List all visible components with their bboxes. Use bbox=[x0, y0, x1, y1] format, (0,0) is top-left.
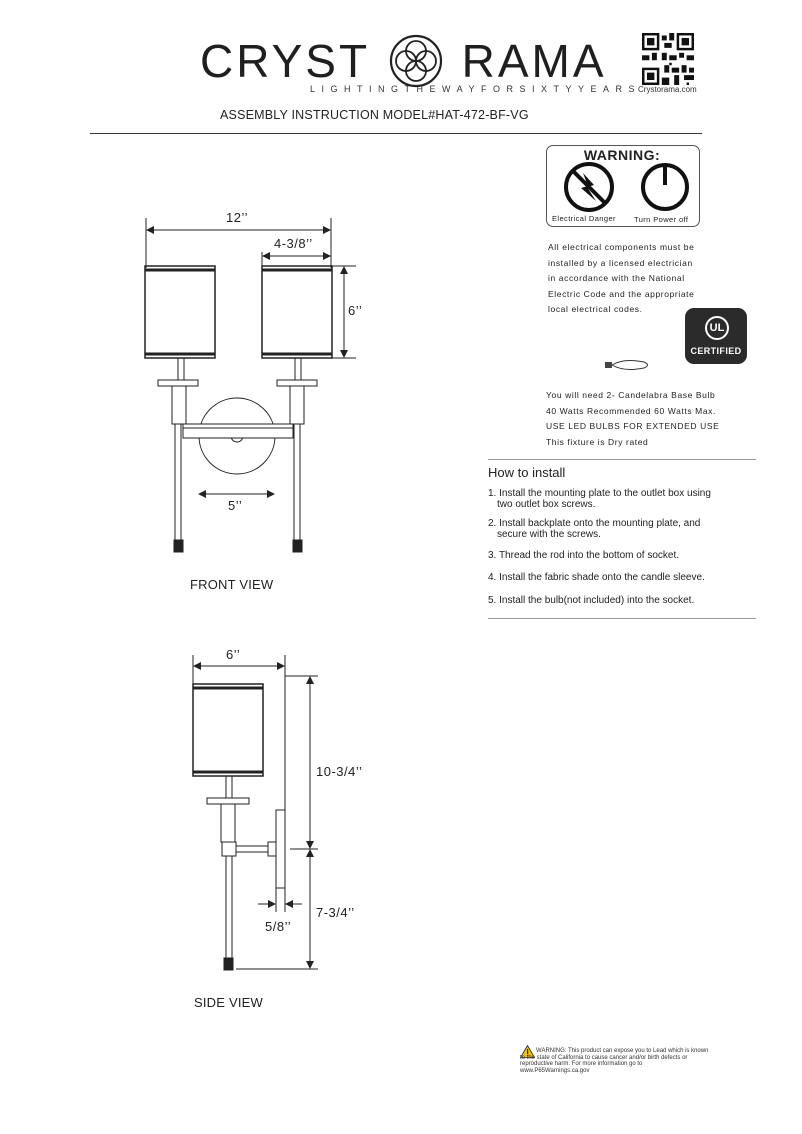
install-step bbox=[488, 595, 694, 606]
bulb-info-line: You will need 2- Candelabra Base Bulb bbox=[546, 390, 716, 400]
how-to-title: How to install bbox=[488, 465, 566, 480]
electrician-notice bbox=[548, 240, 694, 318]
dim-shade-height: 6’’ bbox=[348, 303, 363, 318]
install-step bbox=[488, 488, 711, 510]
brand-right: RAMA bbox=[461, 34, 607, 87]
step-line: 3. Thread the rod into the bottom of socket. bbox=[488, 550, 680, 561]
ul-mark-icon: UL bbox=[705, 316, 729, 340]
candelabra-bulb-icon bbox=[604, 357, 652, 373]
step-line: 4. Install the fabric shade onto the candle sleeve. bbox=[488, 572, 705, 583]
bulb-info-line: This fixture is Dry rated bbox=[546, 436, 649, 447]
electrical-danger-icon bbox=[561, 161, 617, 213]
bulb-info-line: 40 Watts Recommended 60 Watts Max. bbox=[546, 405, 716, 416]
electrical-danger-caption: Electrical Danger bbox=[552, 214, 616, 223]
install-step bbox=[488, 550, 679, 561]
dim-front-width: 12’’ bbox=[226, 210, 249, 225]
certified-label: CERTIFIED bbox=[690, 346, 742, 356]
bulb-info-line: USE LED BULBS FOR EXTENDED USE bbox=[546, 421, 720, 432]
step-line: 2. Install backplate onto the mounting plate, and bbox=[488, 518, 701, 529]
qr-caption: Crystorama.com bbox=[638, 85, 697, 94]
front-view-drawing bbox=[130, 205, 370, 560]
side-view-drawing bbox=[180, 650, 330, 980]
dim-side-upper: 10-3/4’’ bbox=[316, 764, 363, 779]
warning-title: WARNING: bbox=[583, 147, 661, 163]
install-step bbox=[488, 572, 705, 583]
brand-tagline: LIGHTINGTHEWAYFORSIXTYYEARS bbox=[310, 84, 642, 94]
side-view-label: SIDE VIEW bbox=[194, 995, 263, 1010]
ul-certified-badge bbox=[685, 308, 747, 364]
dim-shade-width: 4-3/8’’ bbox=[274, 236, 313, 251]
electrician-line: All electrical components must be bbox=[548, 242, 695, 252]
logo-emblem-icon bbox=[388, 33, 444, 89]
divider-top bbox=[488, 459, 756, 460]
electrician-line: Electric Code and the appropriate bbox=[548, 288, 695, 299]
model-line: ASSEMBLY INSTRUCTION MODEL#HAT-472-BF-VG bbox=[220, 108, 529, 122]
dim-side-plate: 5/8’’ bbox=[265, 919, 292, 934]
dim-backplate: 5’’ bbox=[228, 498, 243, 513]
power-off-icon bbox=[639, 161, 691, 213]
header-rule bbox=[90, 133, 702, 134]
step-line: 5. Install the bulb(not included) into the socket. bbox=[488, 595, 695, 606]
step-line: 1. Install the mounting plate to the outlet box using bbox=[488, 488, 711, 499]
dim-side-depth: 6’’ bbox=[226, 647, 241, 662]
electrician-line: local electrical codes. bbox=[548, 304, 643, 315]
qr-code-icon bbox=[642, 33, 694, 85]
bulb-info bbox=[546, 388, 719, 450]
electrician-line: in accordance with the National bbox=[548, 273, 685, 284]
divider-bottom bbox=[488, 618, 756, 619]
step-line: two outlet box screws. bbox=[497, 499, 596, 510]
front-view-label: FRONT VIEW bbox=[190, 577, 274, 592]
step-line: secure with the screws. bbox=[497, 529, 601, 540]
turn-power-off-caption: Turn Power off bbox=[634, 215, 689, 224]
prop65-warning: WARNING: This product can expose you to Lead which is known to the state of California to cause cancer and/or birth defects or reproductive harm. For more information go to www.P65Warnings.ca.gov bbox=[520, 1048, 709, 1074]
install-step bbox=[488, 518, 700, 540]
electrician-line: installed by a licensed electrician bbox=[548, 257, 693, 268]
brand-left: CRYST bbox=[200, 34, 371, 87]
dim-side-lower: 7-3/4’’ bbox=[316, 905, 355, 920]
brand-logo bbox=[200, 30, 607, 89]
